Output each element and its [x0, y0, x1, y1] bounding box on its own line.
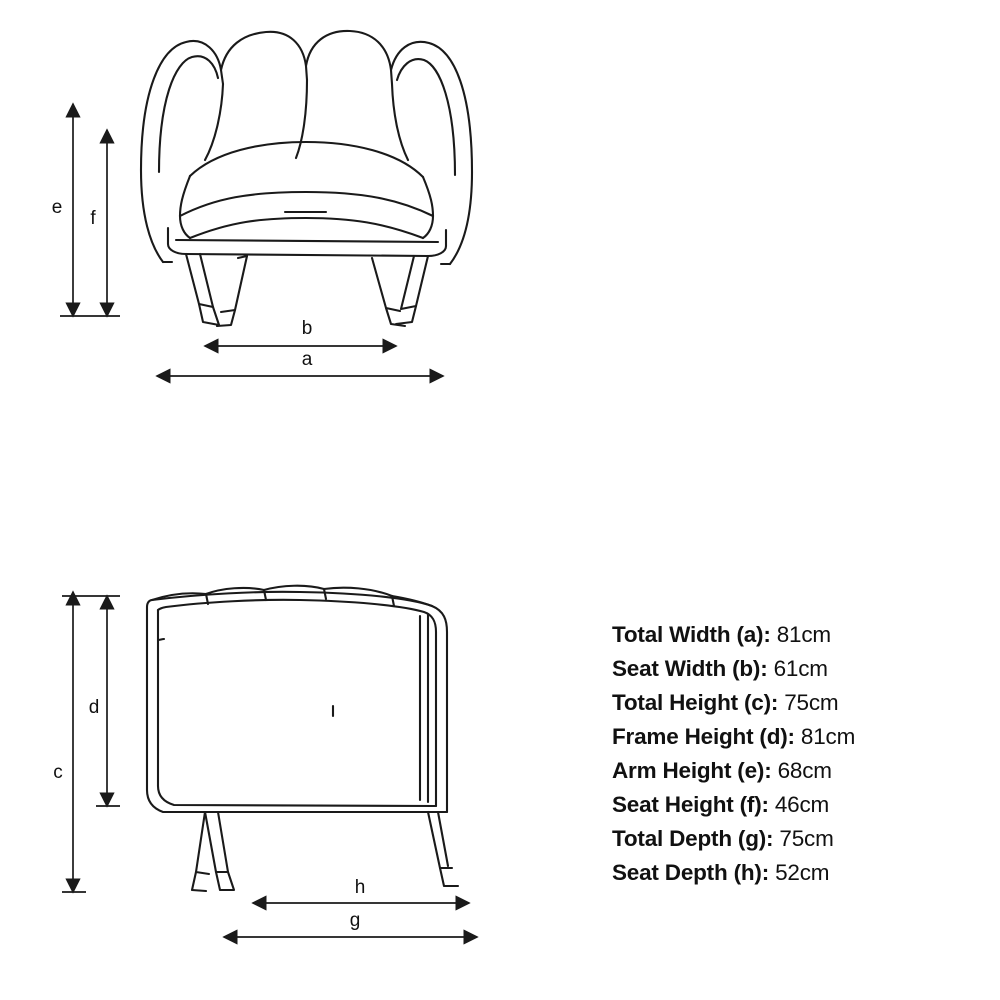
spec-label-total-height: Total Height (c):: [612, 690, 779, 715]
spec-value-seat-height: 46cm: [774, 792, 830, 817]
front-view-chair: [141, 31, 472, 326]
side-label-g: g: [349, 910, 361, 931]
specifications-list: [612, 618, 992, 890]
side-label-c: c: [53, 762, 63, 783]
spec-label-total-depth: Total Depth (g):: [612, 826, 774, 851]
spec-label-seat-depth: Seat Depth (h):: [612, 860, 769, 885]
side-view-dimensions: [62, 592, 477, 937]
front-label-f: f: [90, 208, 96, 229]
spec-label-seat-height: Seat Height (f):: [612, 792, 769, 817]
spec-row: [612, 618, 992, 652]
spec-row: [612, 788, 992, 822]
spec-value-seat-width: 61cm: [773, 656, 828, 681]
spec-value-frame-height: 81cm: [800, 724, 856, 749]
spec-label-seat-width: Seat Width (b):: [612, 656, 768, 681]
spec-row: [612, 822, 992, 856]
spec-row: [612, 686, 992, 720]
spec-row: [612, 856, 992, 890]
spec-value-total-depth: 75cm: [779, 826, 834, 851]
spec-value-arm-height: 68cm: [777, 758, 832, 783]
spec-value-seat-depth: 52cm: [775, 860, 830, 885]
spec-row: [612, 754, 992, 788]
spec-row: [612, 652, 992, 686]
side-label-d: d: [88, 697, 100, 718]
spec-label-total-width: Total Width (a):: [612, 622, 771, 647]
side-view-chair: [147, 586, 458, 891]
spec-row: [612, 720, 992, 754]
spec-label-arm-height: Arm Height (e):: [612, 758, 772, 783]
front-label-e: e: [51, 197, 63, 218]
spec-label-frame-height: Frame Height (d):: [612, 724, 795, 749]
front-label-a: a: [301, 349, 313, 370]
side-label-h: h: [354, 877, 366, 898]
spec-value-total-width: 81cm: [776, 622, 831, 647]
front-label-b: b: [301, 318, 313, 339]
spec-value-total-height: 75cm: [784, 690, 839, 715]
